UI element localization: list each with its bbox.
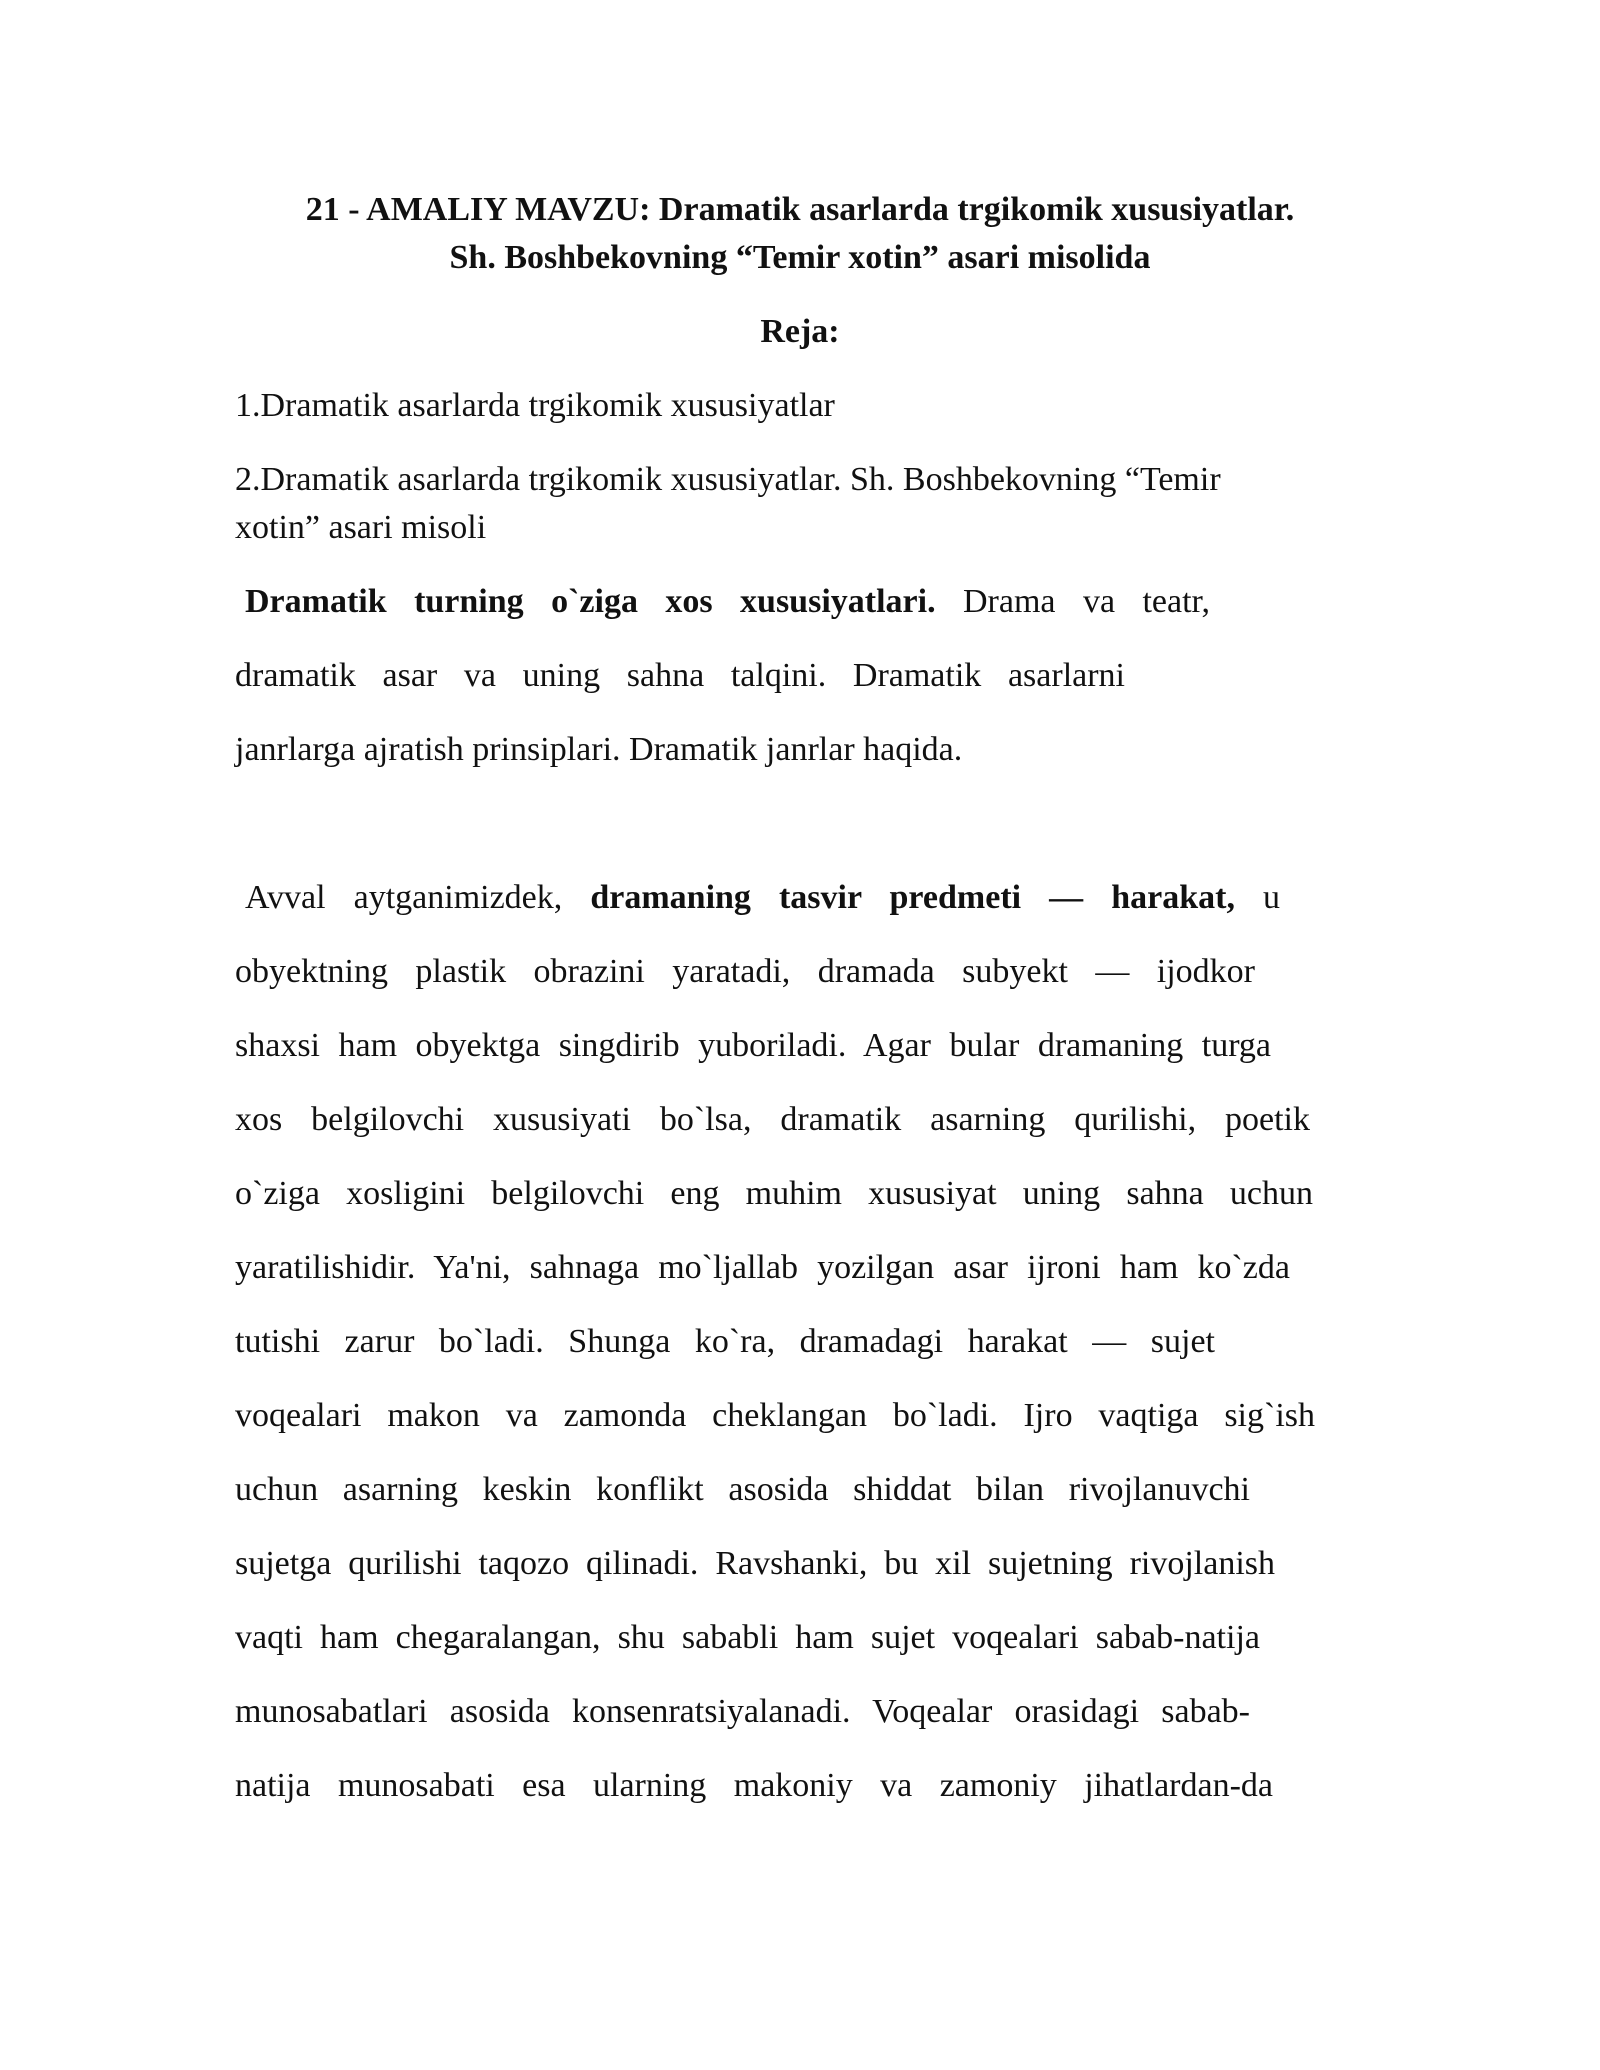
section2-line-12: munosabatlari asosida konsenratsiyalanadi. Voqealar orasidagi sabab- [235,1693,1250,1730]
section1-bold-lead: Dramatik turning o`ziga xos xususiyatlari. [245,583,936,620]
section2-line-1-start: Avval aytganimizdek, [245,879,591,916]
plan-item-1: 1.Dramatik asarlarda trgikomik xususiyatlar [235,387,835,424]
section2-line-1 [245,874,1280,922]
section1-line-3: janrlarga ajratish prinsiplari. Dramatik janrlar haqida. [235,731,963,768]
section2-bold-phrase: dramaning tasvir predmeti — harakat, [590,879,1235,916]
section1-line-1 [245,578,1210,626]
section1-line-2: dramatik asar va uning sahna talqini. Dramatik asarlarni [235,657,1125,694]
section2-line-1-end: u [1234,879,1281,916]
document-title-line-1: 21 - AMALIY MAVZU: Dramatik asarlarda trgikomik xususiyatlar. [305,191,1295,228]
section2-line-13: natija munosabati esa ularning makoniy va zamoniy jihatlardan-da [235,1767,1273,1804]
section2-line-11: vaqti ham chegaralangan, shu sababli ham sujet voqealari sabab-natija [235,1619,1260,1656]
plan-item-2-continued: xotin” asari misoli [235,509,487,546]
section2-line-5: o`ziga xosligini belgilovchi eng muhim xususiyat uning sahna uchun [235,1175,1313,1212]
section2-line-6: yaratilishidir. Ya'ni, sahnaga mo`ljallab yozilgan asar ijroni ham ko`zda [235,1249,1290,1286]
section2-line-10: sujetga qurilishi taqozo qilinadi. Ravshanki, bu xil sujetning rivojlanish [235,1545,1275,1582]
section2-line-8: voqealari makon va zamonda cheklangan bo`ladi. Ijro vaqtiga sig`ish [235,1397,1315,1434]
section2-line-3: shaxsi ham obyektga singdirib yuboriladi. Agar bular dramaning turga [235,1027,1271,1064]
section2-line-4: xos belgilovchi xususiyati bo`lsa, dramatik asarning qurilishi, poetik [235,1101,1310,1138]
section2-line-2: obyektning plastik obrazini yaratadi, dramada subyekt — ijodkor [235,953,1255,990]
section1-line-1-rest: Drama va teatr, [935,583,1210,620]
plan-heading: Reja: [760,313,840,350]
document-title-line-2: Sh. Boshbekovning “Temir xotin” asari misolida [449,239,1151,276]
plan-item-2: 2.Dramatik asarlarda trgikomik xususiyatlar. Sh. Boshbekovning “Temir [235,461,1221,498]
section2-line-7: tutishi zarur bo`ladi. Shunga ko`ra, dramadagi harakat — sujet [235,1323,1215,1360]
section2-line-9: uchun asarning keskin konflikt asosida shiddat bilan rivojlanuvchi [235,1471,1250,1508]
